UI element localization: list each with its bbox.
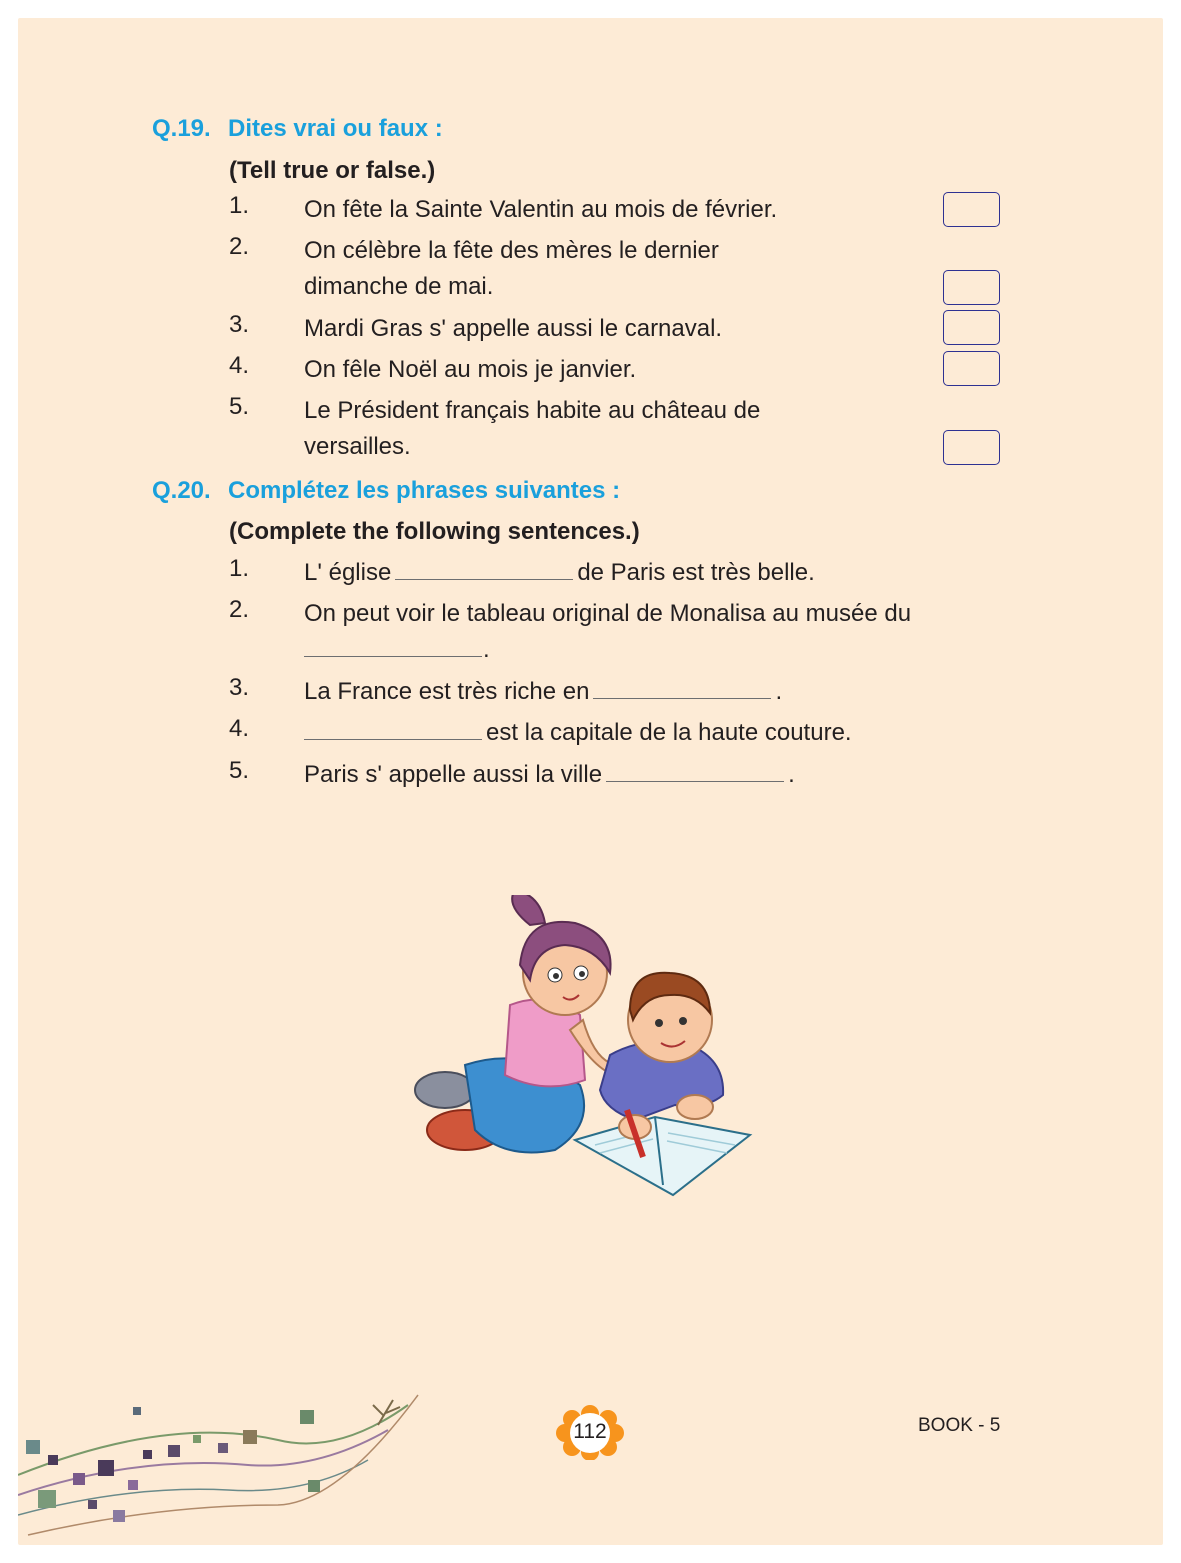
item-text-line-2: versailles. (304, 433, 411, 460)
fill-in-blank[interactable] (304, 634, 482, 657)
q19-number: Q.19. (152, 115, 211, 142)
children-reading-illustration (405, 895, 775, 1205)
item-number: 3. (229, 674, 250, 701)
fill-in-blank[interactable] (606, 759, 784, 782)
answer-box-4[interactable] (943, 351, 1000, 386)
answer-box-5[interactable] (943, 430, 1000, 465)
item-text: Mardi Gras s' appelle aussi le carnaval. (304, 315, 723, 342)
item-number: 1. (229, 555, 250, 582)
item-text (304, 393, 886, 429)
item-number: 4. (229, 715, 250, 742)
answer-box-1[interactable] (943, 192, 1000, 227)
item-text-line-2: dimanche de mai. (304, 273, 494, 300)
decorative-swirl (18, 1385, 428, 1545)
item-text-before: Paris s' appelle aussi la ville (304, 761, 603, 788)
item-text-after: est la capitale de la haute couture. (486, 719, 852, 746)
fill-in-blank[interactable] (395, 557, 573, 580)
item-text (304, 715, 852, 751)
item-number: 5. (229, 393, 250, 420)
item-text: On fêle Noël au mois je janvier. (304, 356, 637, 383)
q20-title: Complétez les phrases suivantes : (228, 477, 621, 504)
answer-box-3[interactable] (943, 310, 1000, 345)
item-number: 2. (229, 596, 250, 623)
item-text-after: . (775, 678, 783, 705)
item-text-before: La France est très riche en (304, 678, 590, 705)
item-text-before: L' église (304, 559, 392, 586)
item-text (304, 757, 795, 793)
book-label: BOOK - 5 (918, 1415, 1001, 1436)
page-number-badge (555, 1405, 625, 1460)
item-number: 4. (229, 352, 250, 379)
q19-heading (152, 115, 443, 143)
item-text-after: . (788, 761, 795, 788)
item-text-before: On peut voir le tableau original de Monalisa au musée du (304, 600, 912, 627)
q19-title: Dites vrai ou faux : (228, 115, 443, 142)
item-text (304, 674, 782, 710)
answer-box-2[interactable] (943, 270, 1000, 305)
item-text-line-2 (304, 632, 490, 668)
page-number: 112 (573, 1420, 607, 1443)
q19-subtitle: (Tell true or false.) (229, 157, 436, 184)
item-number: 5. (229, 757, 250, 784)
item-number: 2. (229, 233, 250, 260)
q20-number: Q.20. (152, 477, 211, 504)
item-number: 1. (229, 192, 250, 219)
item-text-after: . (483, 636, 490, 663)
q20-subtitle: (Complete the following sentences.) (229, 518, 640, 545)
item-number: 3. (229, 311, 250, 338)
fill-in-blank[interactable] (593, 676, 771, 699)
q20-heading (152, 477, 620, 505)
item-text (304, 555, 815, 591)
item-text-after: de Paris est très belle. (577, 559, 815, 586)
fill-in-blank[interactable] (304, 717, 482, 740)
item-text (304, 233, 886, 269)
item-text (304, 596, 1030, 632)
item-text-line-1: On célèbre la fête des mères le dernier (304, 237, 719, 264)
item-text: On fête la Sainte Valentin au mois de février. (304, 196, 778, 223)
item-text-line-1: Le Président français habite au château de (304, 397, 761, 424)
